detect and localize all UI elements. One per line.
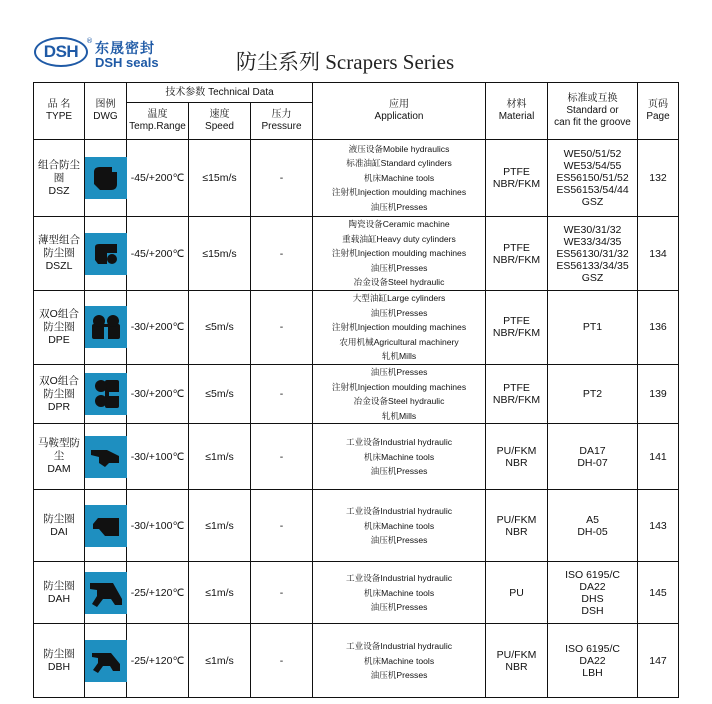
standard-list: ISO 6195/C DA22 DHS DSH: [548, 562, 638, 624]
standard-list: DA17 DH-07: [548, 424, 638, 490]
dai-profile-icon: [85, 505, 127, 547]
product-name: 防尘圈 DAH: [34, 562, 85, 624]
pressure-value: -: [251, 291, 313, 365]
logo-mark: DSH: [34, 37, 88, 67]
product-name: 防尘圈 DBH: [34, 624, 85, 698]
application-list: 工业设备Industrial hydraulic 机床Machine tools 油压机Presses: [313, 562, 486, 624]
drawing-cell: [85, 140, 127, 217]
drawing-cell: [85, 562, 127, 624]
page-number: 136: [638, 291, 679, 365]
speed-value: ≤1m/s: [189, 490, 251, 562]
temp-range: -45/+200℃: [127, 140, 189, 217]
speed-value: ≤15m/s: [189, 140, 251, 217]
table-row: [34, 424, 679, 490]
speed-value: ≤1m/s: [189, 624, 251, 698]
standard-list: PT2: [548, 364, 638, 423]
drawing-cell: [85, 490, 127, 562]
dam-profile-icon: [85, 436, 127, 478]
material-value: PU: [486, 562, 548, 624]
product-name: 双O组合 防尘圈 DPE: [34, 291, 85, 365]
material-value: PU/FKM NBR: [486, 424, 548, 490]
header-temp: 温度 Temp.Range: [127, 103, 189, 140]
header-standard: 标准或互换 Standard or can fit the groove: [548, 83, 638, 140]
scrapers-spec-table: [33, 82, 679, 698]
logo-chinese-name: 东晟密封: [95, 41, 155, 57]
material-value: PU/FKM NBR: [486, 490, 548, 562]
page-number: 141: [638, 424, 679, 490]
drawing-cell: [85, 364, 127, 423]
pressure-value: -: [251, 364, 313, 423]
pressure-value: -: [251, 562, 313, 624]
product-name: 薄型组合 防尘圈 DSZL: [34, 217, 85, 291]
dpr-profile-icon: [85, 373, 127, 415]
page-number: 143: [638, 490, 679, 562]
table-row: [34, 140, 679, 217]
application-list: 工业设备Industrial hydraulic 机床Machine tools 油压机Presses: [313, 424, 486, 490]
product-name: 组合防尘 圈 DSZ: [34, 140, 85, 217]
header-dwg: 图例 DWG: [85, 83, 127, 140]
logo-registered-mark: ®: [86, 37, 93, 45]
material-value: PU/FKM NBR: [486, 624, 548, 698]
speed-value: ≤15m/s: [189, 217, 251, 291]
pressure-value: -: [251, 624, 313, 698]
pressure-value: -: [251, 490, 313, 562]
drawing-cell: [85, 424, 127, 490]
temp-range: -30/+100℃: [127, 424, 189, 490]
table-row: [34, 562, 679, 624]
standard-list: WE50/51/52 WE53/54/55 ES56150/51/52 ES56153/54/44 GSZ: [548, 140, 638, 217]
application-list: 液压设备Mobile hydraulics 标准油缸Standard cylinders 机床Machine tools 注射机Injection moulding machines 油压机Presses: [313, 140, 486, 217]
speed-value: ≤5m/s: [189, 291, 251, 365]
application-list: 陶瓷设备Ceramic machine 重载油缸Heavy duty cylinders 注射机Injection moulding machines 油压机Presses 冶金设备Steel hydraulic: [313, 217, 486, 291]
temp-range: -30/+100℃: [127, 490, 189, 562]
table-row: [34, 291, 679, 365]
header-type: 品 名 TYPE: [34, 83, 85, 140]
dszl-profile-icon: [85, 233, 127, 275]
header-pressure: 压力 Pressure: [251, 103, 313, 140]
temp-range: -25/+120℃: [127, 624, 189, 698]
application-list: 油压机Presses 注射机Injection moulding machines 冶金设备Steel hydraulic 轧机Mills: [313, 364, 486, 423]
material-value: PTFE NBR/FKM: [486, 217, 548, 291]
application-list: 工业设备Industrial hydraulic 机床Machine tools 油压机Presses: [313, 624, 486, 698]
page-number: 139: [638, 364, 679, 423]
logo-english-name: DSH seals: [95, 55, 159, 70]
drawing-cell: [85, 291, 127, 365]
pressure-value: -: [251, 424, 313, 490]
speed-value: ≤1m/s: [189, 424, 251, 490]
pressure-value: -: [251, 140, 313, 217]
drawing-cell: [85, 624, 127, 698]
application-list: 工业设备Industrial hydraulic 机床Machine tools 油压机Presses: [313, 490, 486, 562]
header-application: 应用 Application: [313, 83, 486, 140]
standard-list: A5 DH-05: [548, 490, 638, 562]
dsz-profile-icon: [85, 157, 127, 199]
material-value: PTFE NBR/FKM: [486, 291, 548, 365]
table-row: [34, 217, 679, 291]
dpe-profile-icon: [85, 306, 127, 348]
product-name: 双O组合 防尘圈 DPR: [34, 364, 85, 423]
header-technical-data: 技术参数 Technical Data: [127, 83, 313, 103]
standard-list: ISO 6195/C DA22 LBH: [548, 624, 638, 698]
page-title: 防尘系列 Scrapers Series: [236, 50, 455, 74]
speed-value: ≤1m/s: [189, 562, 251, 624]
temp-range: -30/+200℃: [127, 364, 189, 423]
pressure-value: -: [251, 217, 313, 291]
dah-profile-icon: [85, 572, 127, 614]
table-row: [34, 624, 679, 698]
brand-logo: [34, 37, 194, 71]
application-list: 大型油缸Large cylinders 油压机Presses 注射机Injection moulding machines 农用机械Agricultural machinery 轧机Mills: [313, 291, 486, 365]
material-value: PTFE NBR/FKM: [486, 140, 548, 217]
page-number: 147: [638, 624, 679, 698]
standard-list: WE30/31/32 WE33/34/35 ES56130/31/32 ES56133/34/35 GSZ: [548, 217, 638, 291]
header-page: 页码 Page: [638, 83, 679, 140]
page-number: 132: [638, 140, 679, 217]
drawing-cell: [85, 217, 127, 291]
page-number: 145: [638, 562, 679, 624]
page-number: 134: [638, 217, 679, 291]
header-material: 材料 Material: [486, 83, 548, 140]
standard-list: PT1: [548, 291, 638, 365]
temp-range: -45/+200℃: [127, 217, 189, 291]
speed-value: ≤5m/s: [189, 364, 251, 423]
product-name: 防尘圈 DAI: [34, 490, 85, 562]
dbh-profile-icon: [85, 640, 127, 682]
product-name: 马鞍型防 尘 DAM: [34, 424, 85, 490]
material-value: PTFE NBR/FKM: [486, 364, 548, 423]
header-speed: 速度 Speed: [189, 103, 251, 140]
temp-range: -30/+200℃: [127, 291, 189, 365]
temp-range: -25/+120℃: [127, 562, 189, 624]
table-row: [34, 364, 679, 423]
table-row: [34, 490, 679, 562]
